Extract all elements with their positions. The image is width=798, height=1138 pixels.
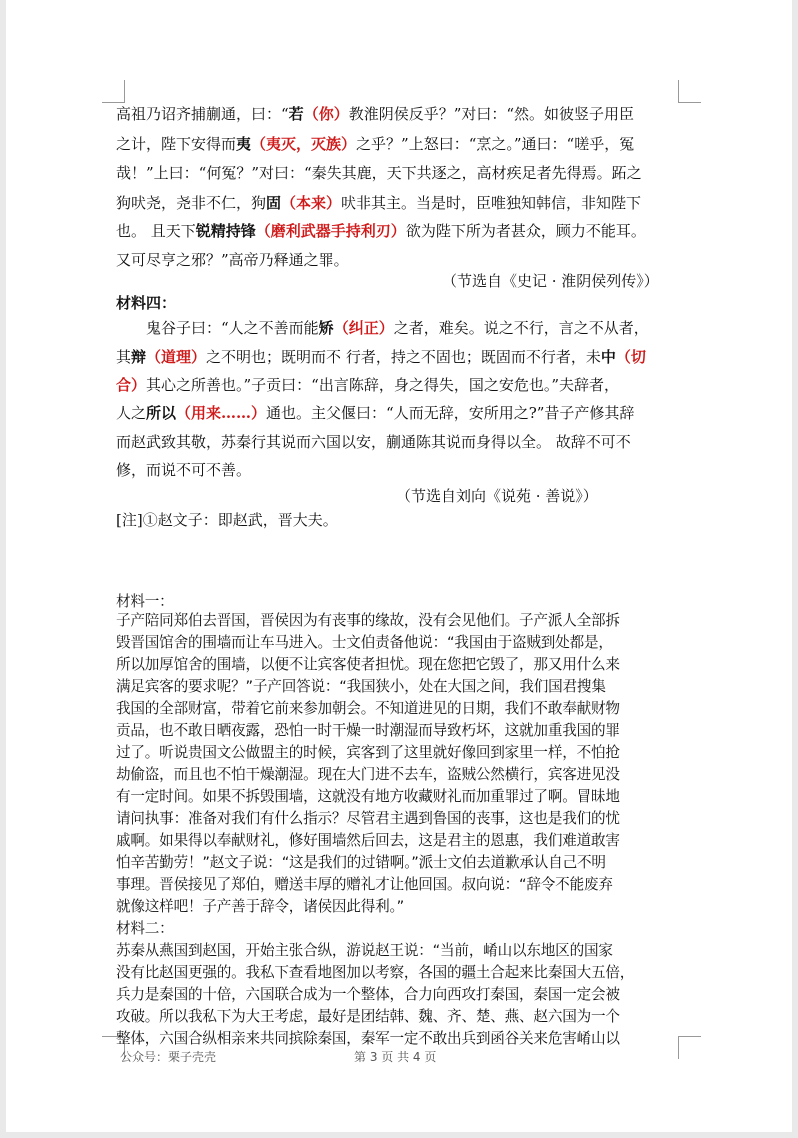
text-line: 过了。听说贵国文公做盟主的时候，宾客到了这里就好像回到家里一样，不怕抢: [116, 744, 620, 761]
text-line: 怕辛苦勤劳！”赵文子说：“这是我们的过错啊。”派士文伯去道歉承认自己不明: [116, 854, 606, 871]
text-line: 兵力是秦国的十倍，六国联合成为一个整体，合力向西攻打秦国，秦国一定会被: [116, 986, 620, 1003]
text-line: 整体，六国合纵相亲来共同摈除秦国，秦军一定不敢出兵到函谷关来危害崤山以: [116, 1030, 620, 1047]
text-line: 又可尽亨之邪？”高帝乃释通之罪。: [116, 251, 349, 269]
text-line: 修，而说不可不善。: [116, 461, 252, 479]
text-line: 没有比赵国更强的。我私下查看地图加以考察，各国的疆土合起来比秦国大五倍，: [116, 964, 635, 981]
text-line: 狗吠尧，尧非不仁，狗固（本来）吠非其主。当是时，臣唯独知韩信，非知陛下: [116, 194, 642, 212]
text-line: 其辩（道理）之不明也；既明而不 行者，持之不固也；既固而不行者，未中（切: [116, 348, 646, 366]
text-line: 鬼谷子曰：“人之不善而能矫（纠正）之者，难矣。说之不行，言之不从者，: [146, 319, 649, 337]
section-title: 材料二：: [116, 920, 174, 937]
section-title: 材料四：: [116, 294, 177, 312]
crop-mark-bottom-right: [678, 1036, 701, 1059]
text-line: 所以加厚馆舍的围墙，以便不让宾客使者担忧。现在您把它毁了，那又用什么来: [116, 656, 620, 673]
text-line: 请问执事：准备对我们有什么指示？尽管君主遇到鲁国的丧事，这也是我们的忧: [116, 810, 620, 827]
text-line: 贡品，也不敢日晒夜露，恐怕一时干燥一时潮湿而导致朽坏，这就加重我国的罪: [116, 722, 620, 739]
text-line: 攻破。所以我私下为大王考虑，最好是团结韩、魏、齐、楚、燕、赵六国为一个: [116, 1008, 620, 1025]
text-line: 劫偷盗，而且也不怕干燥潮湿。现在大门进不去车，盗贼公然横行，宾客进见没: [116, 766, 620, 783]
text-line: 毁晋国馆舍的围墙而让车马进入。士文伯责备他说：“我国由于盗贼到处都是，: [116, 634, 613, 651]
text-line: 事理。晋侯接见了郑伯，赠送丰厚的赠礼才让他回国。叔向说：“辞令不能废弃: [116, 876, 613, 893]
source-citation: （节选自刘向《说苑 · 善说》）: [396, 487, 598, 505]
text-line: 我国的全部财富，带着它前来参加朝会。不知道进见的日期，我们不敢奉献财物: [116, 700, 620, 717]
crop-mark-top-left: [102, 80, 125, 103]
text-line: 子产陪同郑伯去晋国，晋侯因为有丧事的缘故，没有会见他们。子产派人全部拆: [116, 612, 620, 629]
footnote: [注]①赵文子：即赵武，晋大夫。: [116, 511, 338, 529]
section-title: 材料一：: [116, 593, 174, 610]
text-line: 满足宾客的要求呢？”子产回答说：“我国狭小，处在大国之间，我们国君搜集: [116, 678, 606, 695]
text-line: 而赵武致其敬，苏秦行其说而六国以安，蒯通陈其说而身得以全。 故辞不可不: [116, 433, 631, 451]
crop-mark-top-right: [678, 80, 701, 103]
page-number: 第 3 页 共 4 页: [354, 1050, 437, 1064]
text-line: 苏秦从燕国到赵国，开始主张合纵，游说赵王说：“当前，崤山以东地区的国家: [116, 942, 613, 959]
source-citation: （节选自《史记 · 淮阴侯列传》）: [442, 272, 659, 290]
text-line: 哉！”上曰：“何冤？”对曰：“秦失其鹿，天下共逐之，高材疾足者先得焉。跖之: [116, 164, 642, 182]
text-line: 合）其心之所善也。”子贡曰：“出言陈辞，身之得失，国之安危也。”夫辞者，: [116, 376, 620, 394]
text-line: 人之所以（用来……）通也。主父偃曰：“人而无辞，安所用之?”昔子产修其辞: [116, 404, 635, 422]
text-line: 高祖乃诏齐捕蒯通，曰：“若（你）教淮阴侯反乎？”对曰：“然。如彼竖子用臣: [116, 105, 635, 123]
text-line: 戚啊。如果得以奉献财礼，修好围墙然后回去，这是君主的恩惠，我们难道敢害: [116, 832, 620, 849]
text-line: 就像这样吧！子产善于辞令，诸侯因此得利。”: [116, 898, 404, 915]
text-line: 也。 且天下锐精持锋（磨利武器手持利刃）欲为陛下所为者甚众，顾力不能耳。: [116, 222, 646, 240]
text-line: 之计，陛下安得而夷（夷灭，灭族）之乎？”上怒曰：“烹之。”通曰：“嗟乎，冤: [116, 135, 635, 153]
footer-left-text: 公众号：栗子壳壳: [120, 1050, 217, 1064]
text-line: 有一定时间。如果不拆毁围墙，这就没有地方收藏财礼而加重罪过了啊。冒昧地: [116, 788, 620, 805]
